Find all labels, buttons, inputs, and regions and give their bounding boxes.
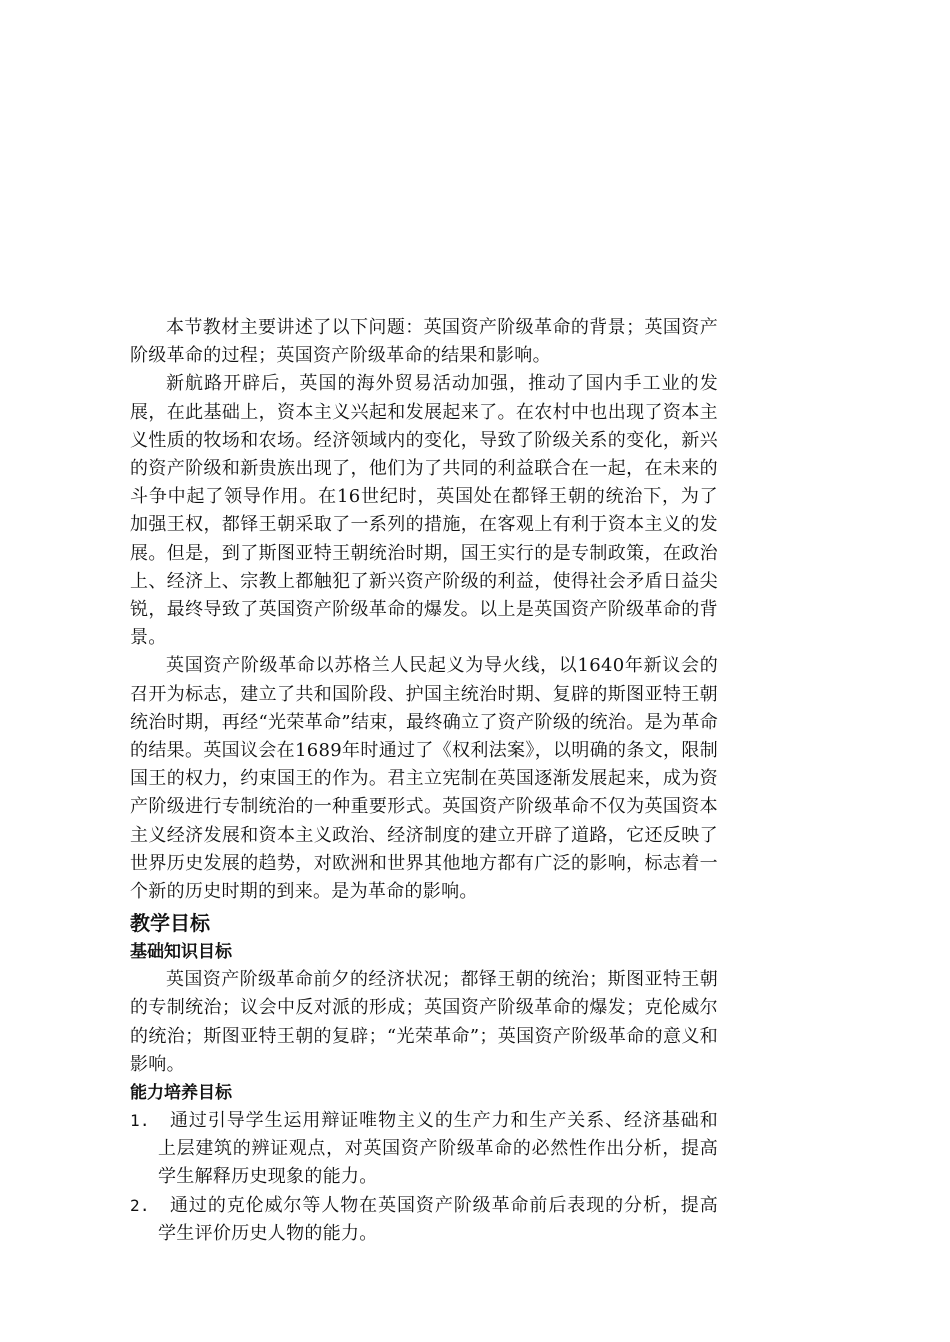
- ability-objectives-heading: 能力培养目标: [130, 1083, 232, 1104]
- list-item: [130, 1192, 718, 1248]
- background-paragraph: 新航路开辟后，英国的海外贸易活动加强，推动了国内手工业的发展，在此基础上，资本主义兴起和发展起来了。在农村中也出现了资本主义性质的牧场和农场。经济领域内的变化，导致了阶级关系的变化，新兴的资产阶级和新贵族出现了，他们为了共同的利益联合在一起，在未来的斗争中起了领导作用。在16世纪时，英国处在都铎王朝的统治下，为了加强王权，都铎王朝采取了一系列的措施，在客观上有利于资本主义的发展。但是，到了斯图亚特王朝统治时期，国王实行的是专制政策，在政治上、经济上、宗教上都触犯了新兴资产阶级的利益，使得社会矛盾日益尖锐，最终导致了英国资产阶级革命的爆发。以上是英国资产阶级革命的背景。: [130, 373, 718, 649]
- basic-knowledge-text: 英国资产阶级革命前夕的经济状况；都铎王朝的统治；斯图亚特王朝的专制统治；议会中反对派的形成；英国资产阶级革命的爆发；克伦威尔的统治；斯图亚特王朝的复辟；“光荣革命”；英国资产阶级革命的意义和影响。: [130, 969, 718, 1075]
- list-item-number: 2.: [130, 1195, 150, 1215]
- list-item-number: 1.: [130, 1111, 150, 1131]
- intro-paragraph: 本节教材主要讲述了以下问题：英国资产阶级革命的背景；英国资产阶级革命的过程；英国资产阶级革命的结果和影响。: [130, 317, 718, 367]
- teaching-objectives-heading: 教学目标: [130, 911, 210, 936]
- document-body: [130, 314, 718, 1248]
- list-item: [130, 1107, 718, 1192]
- basic-knowledge-heading: 基础知识目标: [130, 942, 232, 963]
- process-paragraph: 英国资产阶级革命以苏格兰人民起义为导火线，以1640年新议会的召开为标志，建立了共和国阶段、护国主统治时期、复辟的斯图亚特王朝统治时期，再经“光荣革命”结束，最终确立了资产阶级的统治。是为革命的结果。英国议会在1689年时通过了《权利法案》，以明确的条文，限制国王的权力，约束国王的作为。君主立宪制在英国逐渐发展起来，成为资产阶级进行专制统治的一种重要形式。英国资产阶级革命不仅为英国资本主义经济发展和资本主义政治、经济制度的建立开辟了道路，它还反映了世界历史发展的趋势，对欧洲和世界其他地方都有广泛的影响，标志着一个新的历史时期的到来。是为革命的影响。: [130, 655, 718, 903]
- list-item-text: 通过的克伦威尔等人物在英国资产阶级革命前后表现的分析，提高学生评价历史人物的能力。: [158, 1194, 718, 1244]
- list-item-text: 通过引导学生运用辩证唯物主义的生产力和生产关系、经济基础和上层建筑的辨证观点，对英国资产阶级革命的必然性作出分析，提高学生解释历史现象的能力。: [158, 1110, 718, 1188]
- ability-objectives-list: [130, 1107, 718, 1248]
